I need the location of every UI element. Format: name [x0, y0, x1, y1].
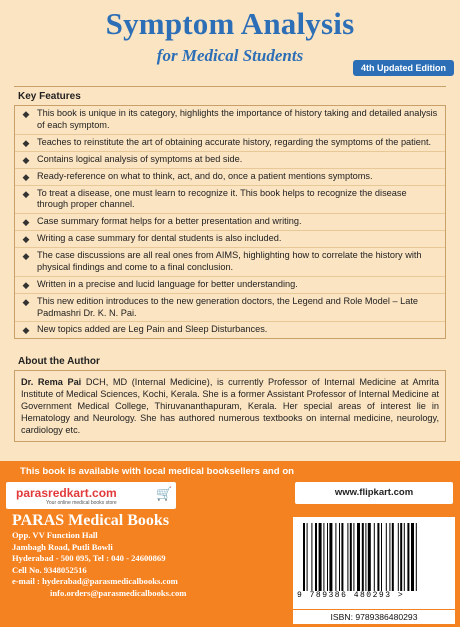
book-title: Symptom Analysis: [105, 6, 355, 41]
feature-item: [15, 214, 445, 231]
publisher-address-line: Jambagh Road, Putli Bowli: [12, 541, 113, 552]
feature-item: [15, 248, 445, 277]
divider: [14, 86, 446, 87]
diamond-bullet-icon: ◆: [22, 109, 30, 119]
feature-text: This new edition introduces to the new generation doctors, the Legend and Role Model – Late Padmashri Dr. K. N. Pai.: [37, 295, 419, 318]
author-name: Dr. Rema Pai: [21, 377, 82, 387]
diamond-bullet-icon: ◆: [22, 188, 30, 199]
feature-text: This book is unique in its category, highlights the importance of history taking and detailed analysis of each symptom.: [37, 108, 438, 130]
parasredkart-logo-text: parasredkart.com: [16, 486, 117, 500]
feature-item: [15, 169, 445, 186]
barcode-bars: [303, 523, 447, 591]
feature-item: [15, 322, 445, 338]
feature-item: [15, 231, 445, 248]
barcode-digits: 9 789386 480293 >: [297, 591, 405, 600]
availability-text: This book is available with local medical booksellers and on: [20, 466, 295, 477]
feature-text: Writing a case summary for dental students is also included.: [37, 233, 282, 244]
feature-text: To treat a disease, one must learn to recognize it. This book helps to recognize the disease through proper channel.: [37, 187, 407, 210]
diamond-bullet-icon: ◆: [22, 154, 30, 165]
diamond-bullet-icon: ◆: [22, 325, 30, 336]
diamond-bullet-icon: ◆: [22, 251, 30, 262]
cart-icon: 🛒: [156, 486, 173, 501]
diamond-bullet-icon: ◆: [22, 217, 30, 228]
isbn-label: ISBN: 9789386480293: [293, 610, 455, 624]
feature-text: Ready-reference on what to think, act, and do, once a patient mentions symptoms.: [37, 170, 373, 181]
key-features-heading: Key Features: [18, 91, 81, 102]
diamond-bullet-icon: ◆: [22, 137, 30, 148]
publisher-address-line: Opp. VV Function Hall: [12, 530, 98, 540]
feature-text: Case summary format helps for a better presentation and writing.: [37, 216, 302, 227]
publisher-phone: Cell No. 9348052516: [12, 564, 87, 575]
key-features-list: [14, 105, 446, 339]
about-author-heading: About the Author: [18, 356, 100, 367]
diamond-bullet-icon: ◆: [22, 296, 30, 307]
publisher-address-line: Hyderabad - 500 095, Tel : 040 - 24600869: [12, 553, 166, 564]
feature-item: [15, 186, 445, 215]
publisher-block: [12, 512, 186, 600]
feature-text: Written in a precise and lucid language for better understanding.: [37, 278, 298, 289]
feature-text: New topics added are Leg Pain and Sleep Disturbances.: [37, 324, 268, 335]
publisher-name: PARAS Medical Books: [12, 512, 170, 529]
author-bio-text: DCH, MD (Internal Medicine), is currently Professor of Internal Medicine at Amrita Institute of Medical Sciences, Kochi, Kerala. She is a former Assistant Professor of Internal Medicine at Government Medical College, Thiruvananthapuram, Kerala. Her special areas of interest lie in Hematology and Neurology. She has authored numerous textbooks on internal medicine, neurology, cardiology etc.: [21, 377, 439, 435]
feature-item: [15, 106, 445, 135]
publisher-email-2: info.orders@parasmedicalbooks.com: [50, 587, 187, 598]
publisher-email: e-mail : hyderabad@parasmedicalbooks.com: [12, 576, 178, 587]
parasredkart-logo: [6, 482, 176, 509]
feature-text: Contains logical analysis of symptoms at bed side.: [37, 153, 243, 164]
feature-text: Teaches to reinstitute the art of obtaining accurate history, regarding the symptoms of the patient.: [37, 136, 432, 147]
feature-text: The case discussions are all real ones from AIMS, highlighting how to correlate the history with physical findings and come to a final conclusion.: [37, 250, 422, 272]
diamond-bullet-icon: ◆: [22, 234, 30, 245]
feature-item: [15, 294, 445, 323]
flipkart-url: www.flipkart.com: [295, 482, 453, 504]
edition-badge: 4th Updated Edition: [353, 60, 454, 76]
feature-item: [15, 135, 445, 152]
book-subtitle: for Medical Students: [156, 46, 304, 65]
barcode: [293, 517, 455, 609]
feature-item: [15, 152, 445, 169]
feature-item: [15, 277, 445, 294]
author-bio: [14, 370, 446, 442]
diamond-bullet-icon: ◆: [22, 171, 30, 182]
parasredkart-tagline: Your online medical books store: [46, 500, 117, 506]
cover-header: [0, 0, 460, 84]
diamond-bullet-icon: ◆: [22, 279, 30, 290]
